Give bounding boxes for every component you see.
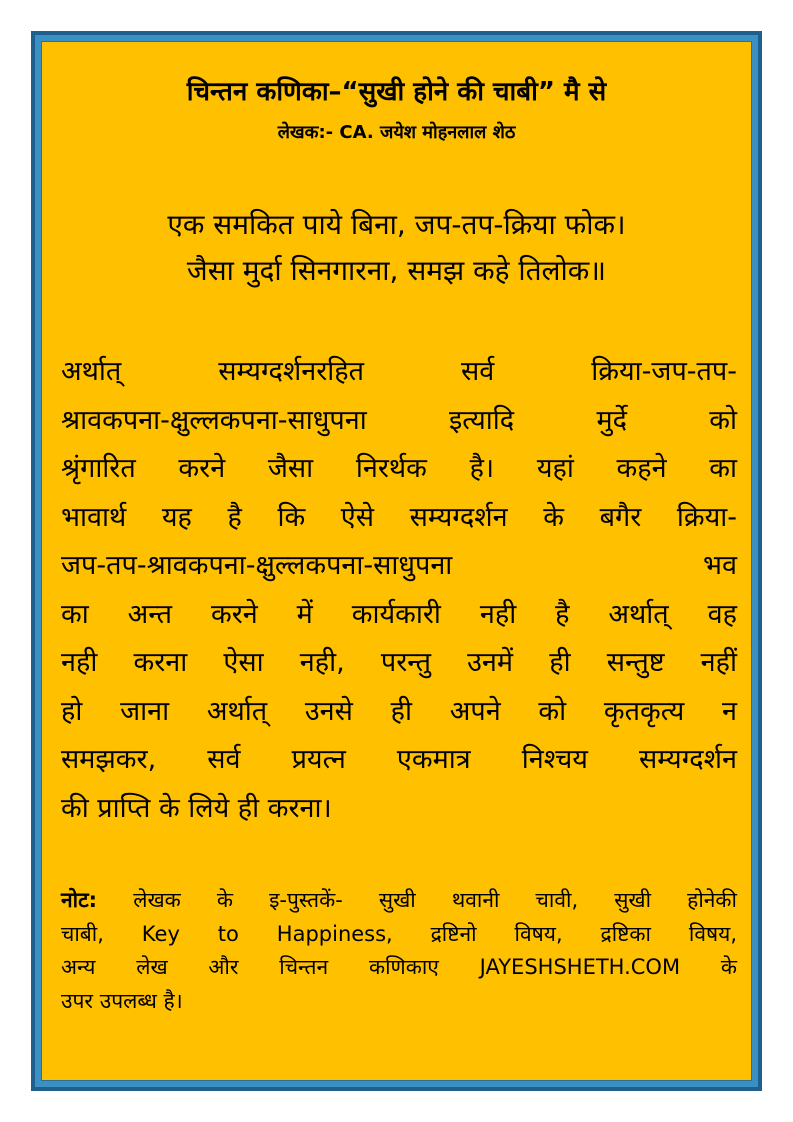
note-line: उपर उपलब्ध है। <box>61 988 183 1013</box>
content-panel <box>41 41 752 1081</box>
verse-line-1: एक समकित पाये बिना, जप-तप-क्रिया फोक। <box>167 208 626 241</box>
note-label: नोट: <box>61 888 98 912</box>
note-text: लेखक के इ-पुस्तकें- सुखी थवानी चावी, सुखी होनेकी <box>133 888 737 912</box>
note-paragraph <box>61 884 737 1018</box>
explanation-line: की प्राप्ति के लिये ही करना। <box>61 792 332 824</box>
note-line: अन्य लेख और चिन्तन कणिकाए JAYESHSHETH.COM के <box>61 955 737 979</box>
verse-line-2: जैसा मुर्दा सिनगारना, समझ कहे तिलोक॥ <box>186 254 607 287</box>
page-title: चिन्तन कणिका–“सुखी होने की चाबी” मै से <box>186 77 607 107</box>
explanation-line: समझकर, सर्व प्रयत्न एकमात्र निश्चय सम्यग्दर्शन <box>61 744 737 775</box>
explanation-line: नही करना ऐसा नही, परन्तु उनमें ही सन्तुष्ट नहीं <box>61 647 737 678</box>
explanation-line: अर्थात् सम्यग्दर्शनरहित सर्व क्रिया-जप-तप- <box>61 356 737 387</box>
explanation-paragraph <box>61 348 737 833</box>
explanation-line: का अन्त करने में कार्यकारी नही है अर्थात् वह <box>61 598 737 630</box>
explanation-line: भावार्थ यह है कि ऐसे सम्यग्दर्शन के बगैर क्रिया- <box>61 501 737 533</box>
explanation-line: हो जाना अर्थात् उनसे ही अपने को कृतकृत्य न <box>61 695 737 727</box>
explanation-line: श्रृंगारित करने जैसा निरर्थक है। यहां कहने का <box>61 453 737 484</box>
page-border <box>31 31 762 1091</box>
note-line <box>61 884 737 918</box>
explanation-line: जप-तप-श्रावकपना-क्षुल्लकपना-साधुपना भव <box>61 550 737 581</box>
note-line: चाबी, Key to Happiness, द्रष्टिनो विषय, द्रष्टिका विषय, <box>61 921 737 946</box>
explanation-line: श्रावकपना-क्षुल्लकपना-साधुपना इत्यादि मुर्दे को <box>61 404 737 436</box>
verse-block <box>42 202 751 294</box>
author-line: लेखक:- CA. जयेश मोहनलाल शेठ <box>277 122 516 143</box>
